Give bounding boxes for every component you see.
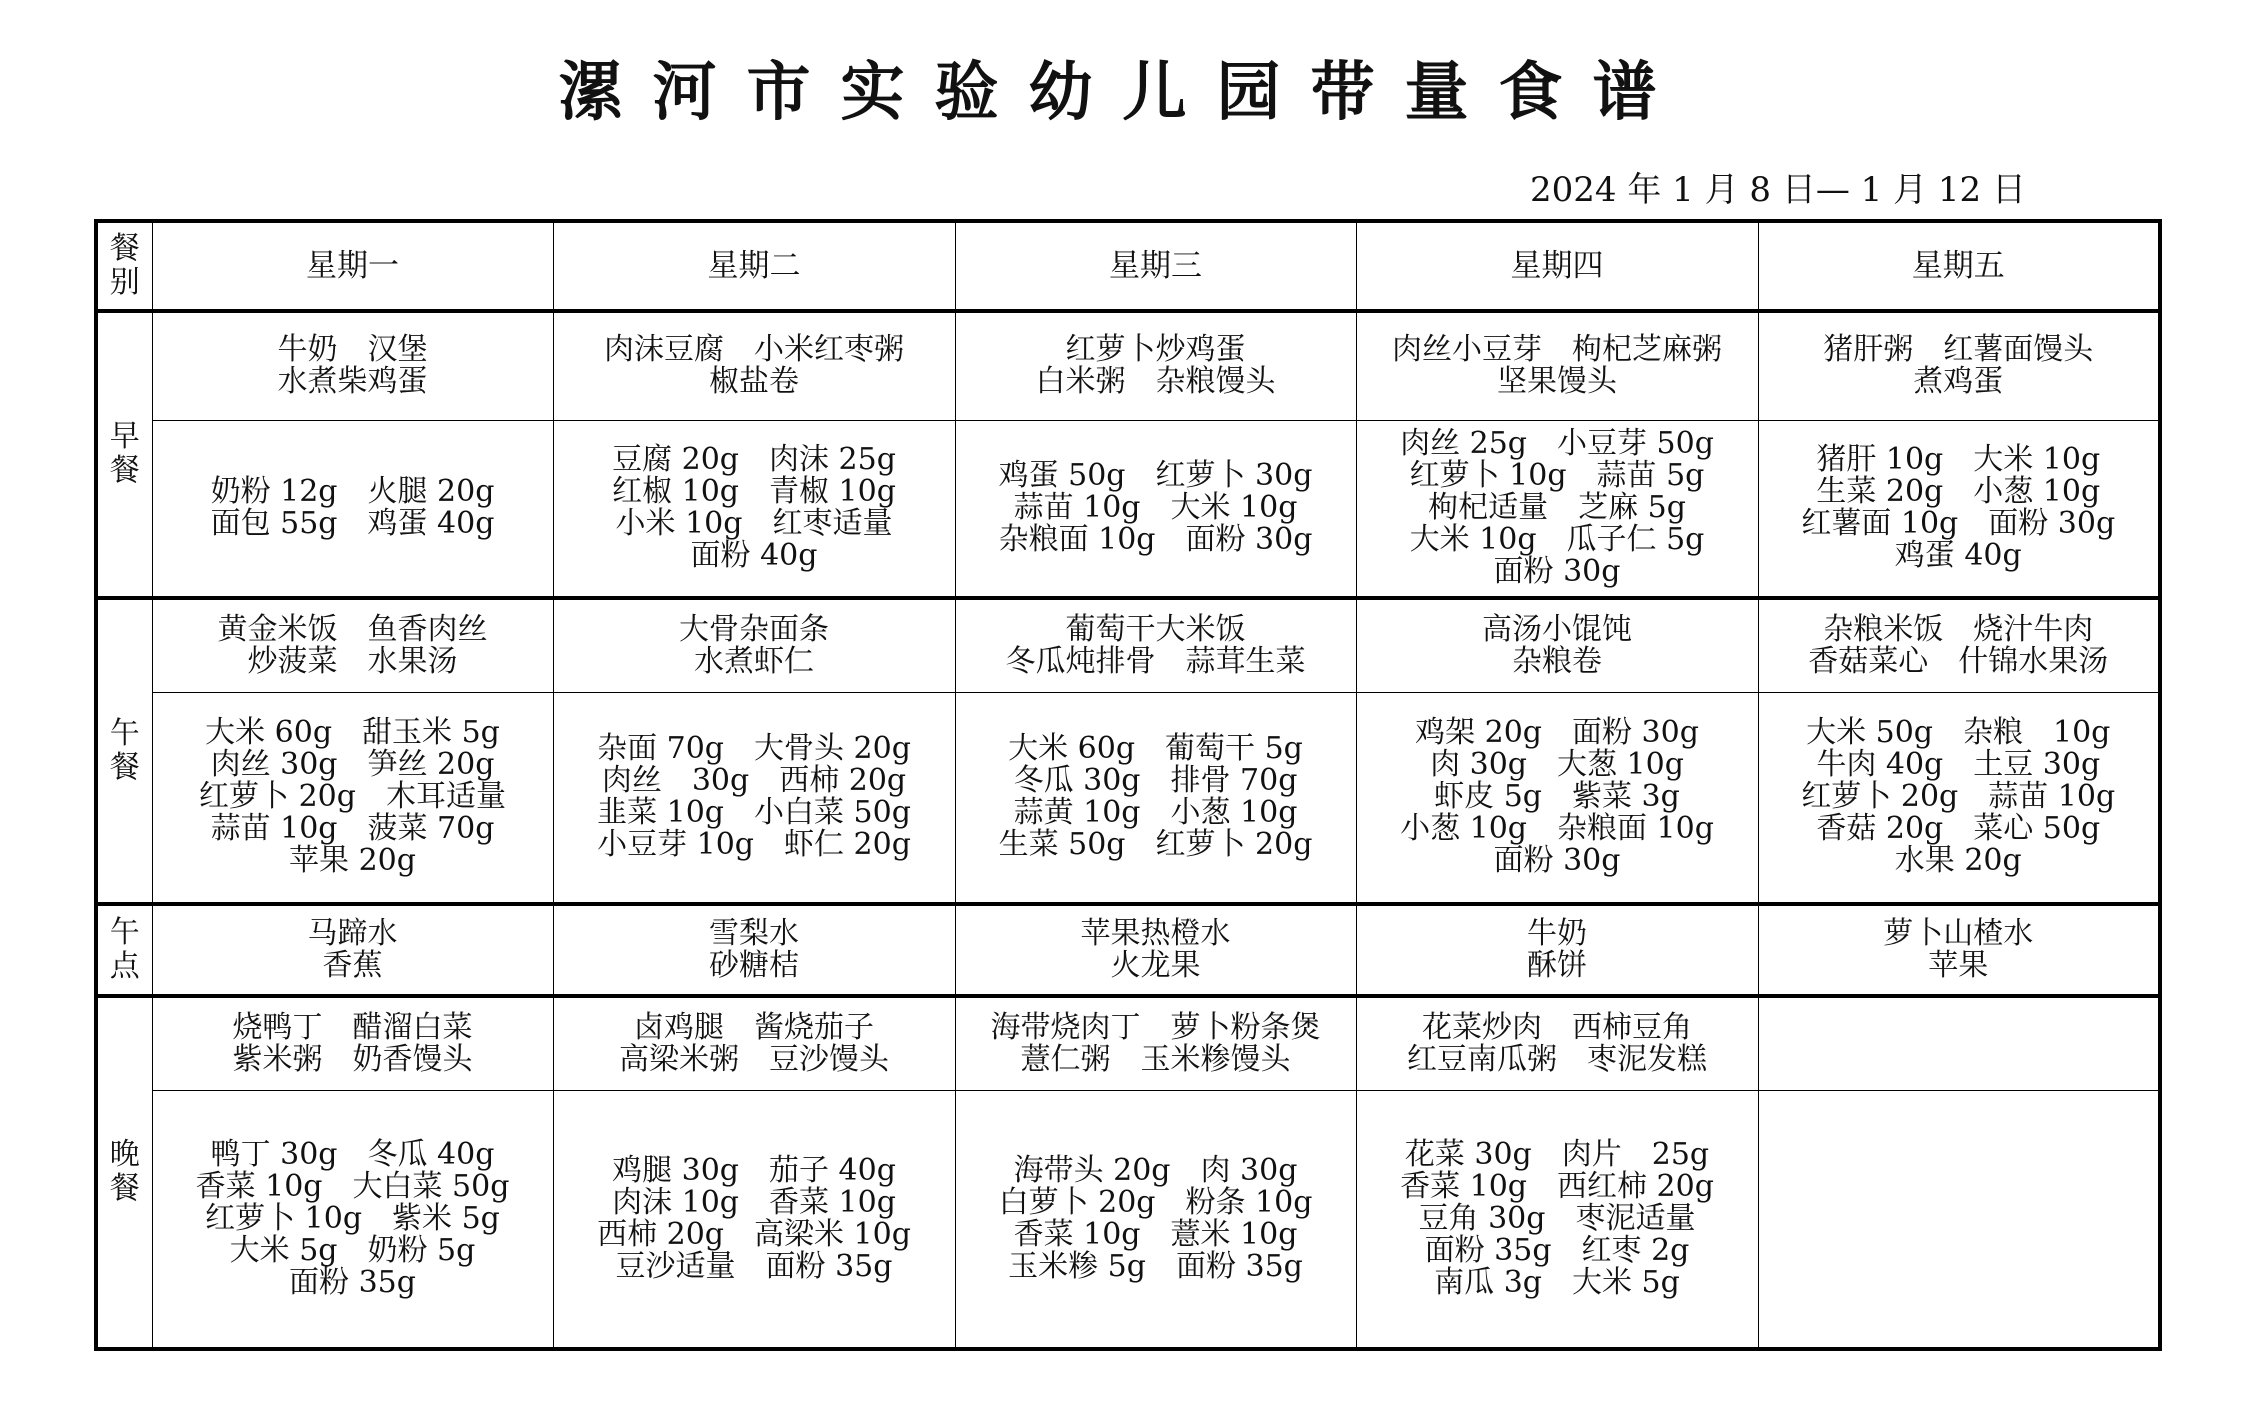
lunch-dish-thu: 高汤小馄饨 杂粮卷 — [1356, 598, 1758, 692]
dinner-ingredients-thu: 花菜 30g 肉片 25g 香菜 10g 西红柿 20g 豆角 30g 枣泥适量 面粉 35g 红枣 2g 南瓜 3g 大米 5g — [1356, 1090, 1758, 1349]
breakfast-ingredients-fri: 猪肝 10g 大米 10g 生菜 20g 小葱 10g 红薯面 10g 面粉 30g 鸡蛋 40g — [1758, 420, 2160, 598]
dinner-dish-thu: 花菜炒肉 西柿豆角 红豆南瓜粥 枣泥发糕 — [1356, 996, 1758, 1090]
breakfast-dish-wed: 红萝卜炒鸡蛋 白米粥 杂粮馒头 — [955, 311, 1356, 420]
dinner-ingredients-wed: 海带头 20g 肉 30g 白萝卜 20g 粉条 10g 香菜 10g 薏米 10g 玉米糁 5g 面粉 35g — [955, 1090, 1356, 1349]
lunch-ingredients-wed: 大米 60g 葡萄干 5g 冬瓜 30g 排骨 70g 蒜黄 10g 小葱 10g 生菜 50g 红萝卜 20g — [955, 692, 1356, 904]
dinner-dish-row — [96, 996, 2160, 1090]
dinner-ingredient-row — [96, 1090, 2160, 1349]
date-range: 2024 年 1 月 8 日— 1 月 12 日 — [1530, 170, 2026, 210]
lunch-dish-wed: 葡萄干大米饭 冬瓜炖排骨 蒜茸生菜 — [955, 598, 1356, 692]
breakfast-label: 早餐 — [96, 311, 152, 598]
dinner-ingredients-fri — [1758, 1090, 2160, 1349]
breakfast-dish-mon: 牛奶 汉堡 水煮柴鸡蛋 — [152, 311, 553, 420]
dinner-dish-wed: 海带烧肉丁 萝卜粉条煲 薏仁粥 玉米糁馒头 — [955, 996, 1356, 1090]
lunch-ingredients-fri: 大米 50g 杂粮 10g 牛肉 40g 土豆 30g 红萝卜 20g 蒜苗 10g 香菇 20g 菜心 50g 水果 20g — [1758, 692, 2160, 904]
day-header-thu: 星期四 — [1356, 221, 1758, 311]
dinner-ingredients-mon: 鸭丁 30g 冬瓜 40g 香菜 10g 大白菜 50g 红萝卜 10g 紫米 5g 大米 5g 奶粉 5g 面粉 35g — [152, 1090, 553, 1349]
lunch-dish-row — [96, 598, 2160, 692]
day-header-tue: 星期二 — [553, 221, 955, 311]
meal-type-header: 餐别 — [96, 221, 152, 311]
lunch-ingredient-row — [96, 692, 2160, 904]
snack-tue: 雪梨水 砂糖桔 — [553, 904, 955, 996]
breakfast-dish-tue: 肉沫豆腐 小米红枣粥 椒盐卷 — [553, 311, 955, 420]
lunch-ingredients-thu: 鸡架 20g 面粉 30g 肉 30g 大葱 10g 虾皮 5g 紫菜 3g 小葱 10g 杂粮面 10g 面粉 30g — [1356, 692, 1758, 904]
dinner-dish-fri — [1758, 996, 2160, 1090]
breakfast-ingredients-thu: 肉丝 25g 小豆芽 50g 红萝卜 10g 蒜苗 5g 枸杞适量 芝麻 5g 大米 10g 瓜子仁 5g 面粉 30g — [1356, 420, 1758, 598]
menu-table — [94, 219, 2162, 1351]
lunch-label: 午餐 — [96, 598, 152, 904]
snack-fri: 萝卜山楂水 苹果 — [1758, 904, 2160, 996]
breakfast-dish-fri: 猪肝粥 红薯面馒头 煮鸡蛋 — [1758, 311, 2160, 420]
breakfast-ingredient-row — [96, 420, 2160, 598]
breakfast-ingredients-mon: 奶粉 12g 火腿 20g 面包 55g 鸡蛋 40g — [152, 420, 553, 598]
day-header-fri: 星期五 — [1758, 221, 2160, 311]
dinner-dish-tue: 卤鸡腿 酱烧茄子 高梁米粥 豆沙馒头 — [553, 996, 955, 1090]
breakfast-ingredients-tue: 豆腐 20g 肉沫 25g 红椒 10g 青椒 10g 小米 10g 红枣适量 面粉 40g — [553, 420, 955, 598]
page-title: 漯河市实验幼儿园带量食谱 — [558, 56, 1687, 130]
dinner-label: 晚餐 — [96, 996, 152, 1349]
dinner-ingredients-tue: 鸡腿 30g 茄子 40g 肉沫 10g 香菜 10g 西柿 20g 高梁米 10g 豆沙适量 面粉 35g — [553, 1090, 955, 1349]
snack-thu: 牛奶 酥饼 — [1356, 904, 1758, 996]
header-row — [96, 221, 2160, 311]
lunch-dish-tue: 大骨杂面条 水煮虾仁 — [553, 598, 955, 692]
snack-label: 午点 — [96, 904, 152, 996]
snack-mon: 马蹄水 香蕉 — [152, 904, 553, 996]
day-header-wed: 星期三 — [955, 221, 1356, 311]
day-header-mon: 星期一 — [152, 221, 553, 311]
snack-row — [96, 904, 2160, 996]
lunch-dish-fri: 杂粮米饭 烧汁牛肉 香菇菜心 什锦水果汤 — [1758, 598, 2160, 692]
lunch-ingredients-tue: 杂面 70g 大骨头 20g 肉丝 30g 西柿 20g 韭菜 10g 小白菜 50g 小豆芽 10g 虾仁 20g — [553, 692, 955, 904]
snack-wed: 苹果热橙水 火龙果 — [955, 904, 1356, 996]
breakfast-dish-thu: 肉丝小豆芽 枸杞芝麻粥 坚果馒头 — [1356, 311, 1758, 420]
lunch-dish-mon: 黄金米饭 鱼香肉丝 炒菠菜 水果汤 — [152, 598, 553, 692]
dinner-dish-mon: 烧鸭丁 醋溜白菜 紫米粥 奶香馒头 — [152, 996, 553, 1090]
breakfast-ingredients-wed: 鸡蛋 50g 红萝卜 30g 蒜苗 10g 大米 10g 杂粮面 10g 面粉 30g — [955, 420, 1356, 598]
breakfast-dish-row — [96, 311, 2160, 420]
lunch-ingredients-mon: 大米 60g 甜玉米 5g 肉丝 30g 笋丝 20g 红萝卜 20g 木耳适量 蒜苗 10g 菠菜 70g 苹果 20g — [152, 692, 553, 904]
